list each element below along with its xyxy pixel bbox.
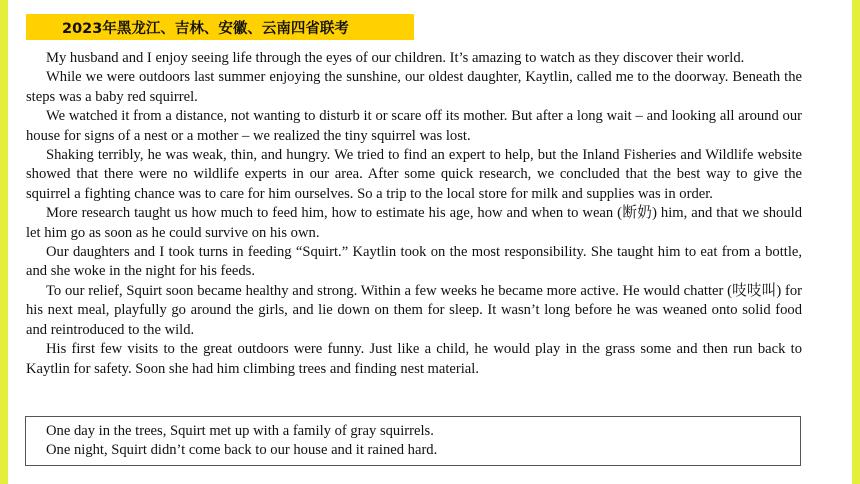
passage-paragraph: Our daughters and I took turns in feeding “Squirt.” Kaytlin took on the most responsibility. She taught him to eat from a bottle, and she woke in the night for his feeds. [26,244,802,280]
continuation-prompt-box [25,416,801,466]
prompt-line-2: One night, Squirt didn’t come back to our house and it rained hard. [46,442,438,459]
passage-paragraph: While we were outdoors last summer enjoying the sunshine, our oldest daughter, Kaytlin, called me to the doorway. Beneath the steps was a baby red squirrel. [26,69,802,105]
passage-paragraph: His first few visits to the great outdoors were funny. Just like a child, he would play in the grass some and then run back to Kaytlin for safety. Soon she had him climbing trees and finding nest material. [26,341,802,377]
prompt-line-1: One day in the trees, Squirt met up with a family of gray squirrels. [46,423,434,439]
reading-passage [26,49,802,379]
right-accent-bar [852,0,860,484]
passage-paragraph: More research taught us how much to feed him, how to estimate his age, how and when to wean (断奶) him, and that we should let him go as soon as he could survive on his own. [26,205,802,241]
exam-title: 2023年黑龙江、吉林、安徽、云南四省联考 [62,20,349,37]
passage-paragraph: To our relief, Squirt soon became healthy and strong. Within a few weeks he became more active. He would chatter (吱吱叫) for his next meal, playfully go around the girls, and lie down on them for sleep. It wasn’t long before he was weaned onto solid food and reintroduced to the wild. [26,282,802,338]
passage-paragraph: We watched it from a distance, not wanting to disturb it or scare off its mother. But after a long wait – and looking all around our house for signs of a nest or a mother – we realized the tiny squirrel was lost. [26,108,802,144]
passage-paragraph: My husband and I enjoy seeing life through the eyes of our children. It’s amazing to watch as they discover their world. [46,50,745,66]
exam-banner [26,14,414,40]
left-accent-bar [0,0,8,484]
passage-paragraph: Shaking terribly, he was weak, thin, and hungry. We tried to find an expert to help, but the Inland Fisheries and Wildlife website showed that there were no wildlife experts in our area. After some quick research, we concluded that the best way to give the squirrel a fighting chance was to care for him ourselves. So a trip to the local store for milk and supplies was in order. [26,147,802,202]
